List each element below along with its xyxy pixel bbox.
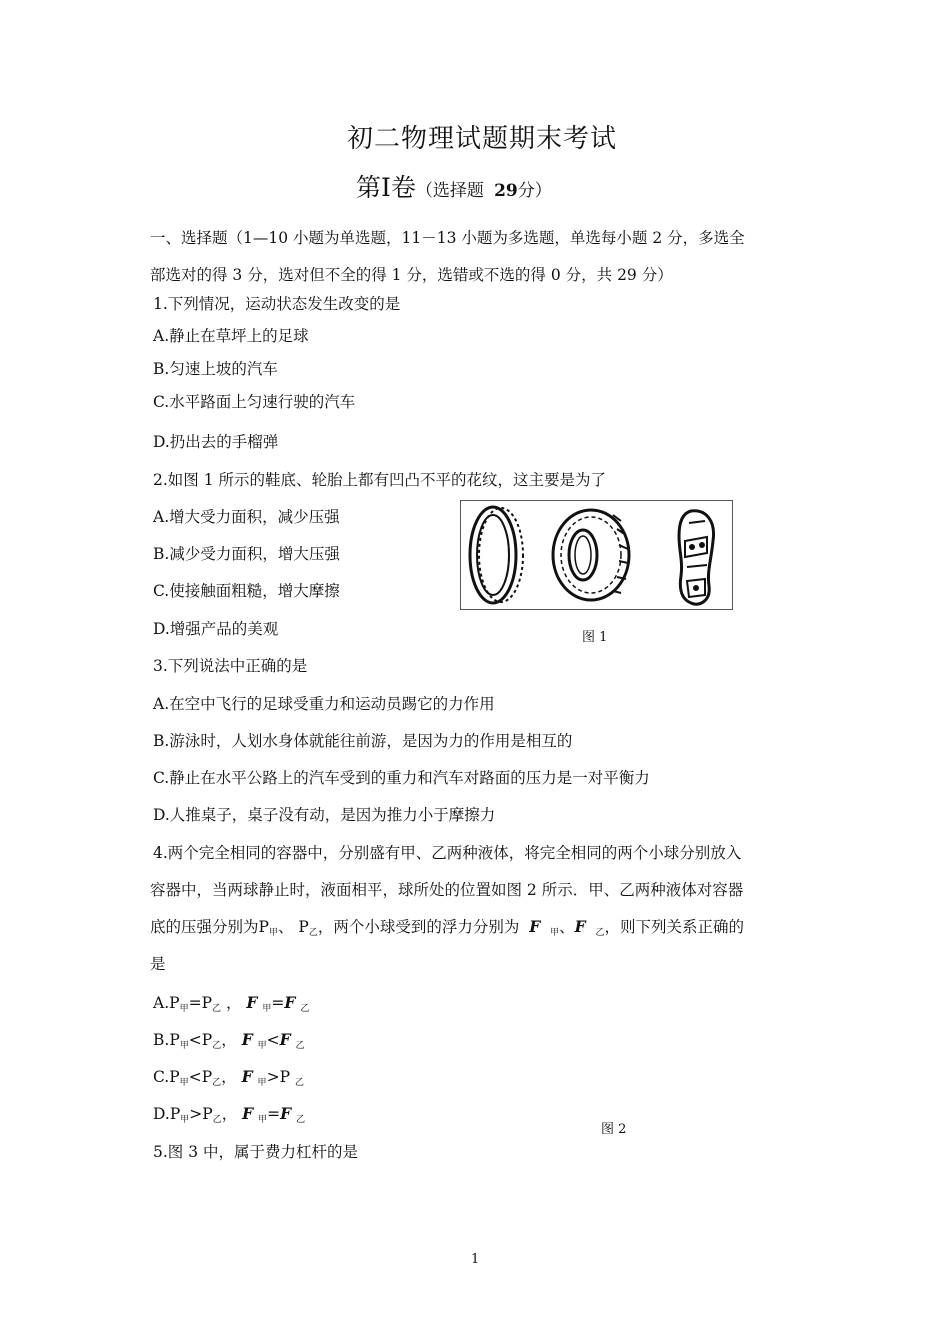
subscript-jia: 甲 <box>550 928 560 938</box>
q4-line-1: 4.两个完全相同的容器中，分别盛有甲、乙两种液体，将完全相同的两个小球分别放入 <box>153 844 742 862</box>
q3-option-d: D.人推桌子，桌子没有动，是因为推力小于摩擦力 <box>153 806 496 824</box>
q2-stem: 2.如图 1 所示的鞋底、轮胎上都有凹凸不平的花纹，这主要是为了 <box>153 471 607 489</box>
pressure-symbol: P <box>298 918 309 936</box>
shoe-sole-icon <box>679 511 714 604</box>
q1-option-d: D.扔出去的手榴弹 <box>153 433 279 451</box>
q4-option-d: D.P甲>P乙， F 甲=F 乙 <box>153 1104 306 1125</box>
q4-line-3-c: ，则下列关系正确的 <box>604 918 745 936</box>
q4-line-3 <box>150 915 744 938</box>
buoyancy-symbol: F <box>529 917 541 936</box>
section-main: 第Ⅰ卷 <box>356 173 416 202</box>
q4-line-3-a: 底的压强分别为 <box>150 918 259 936</box>
q4-option-b: B.P甲<P乙， F 甲<F 乙 <box>153 1030 305 1051</box>
separator: 、 <box>277 918 294 936</box>
q3-stem: 3.下列说法中正确的是 <box>153 657 308 675</box>
q1-option-c: C.水平路面上匀速行驶的汽车 <box>153 393 356 411</box>
q3-option-c: C.静止在水平公路上的汽车受到的重力和汽车对路面的压力是一对平衡力 <box>153 769 650 787</box>
q1-option-b: B.匀速上坡的汽车 <box>153 360 278 378</box>
section-paren-close: 分） <box>517 181 552 201</box>
car-tire-icon <box>553 510 629 600</box>
subscript-jia: 甲 <box>268 928 278 938</box>
page-number: 1 <box>471 1252 480 1267</box>
q4-option-a: A.P甲=P乙 ， F 甲=F 乙 <box>153 993 310 1014</box>
q4-line-2: 容器中，当两球静止时，液面相平，球所处的位置如图 2 所示．甲、乙两种液体对容器 <box>150 881 744 899</box>
subscript-yi: 乙 <box>308 928 318 938</box>
figure-1-tread-image <box>460 500 733 610</box>
figure-1-caption: 图 1 <box>582 630 608 645</box>
pressure-symbol: P <box>258 918 269 936</box>
q5-stem: 5.图 3 中，属于费力杠杆的是 <box>153 1143 359 1161</box>
section-paren-open: （选择题 <box>415 181 484 201</box>
instructions-line-1: 一、选择题（1—10 小题为单选题，11－13 小题为多选题，单选每小题 2 分，多选全 <box>150 229 745 247</box>
q2-option-d: D.增强产品的美观 <box>153 620 279 638</box>
q3-option-b: B.游泳时，人划水身体就能往前游，是因为力的作用是相互的 <box>153 732 573 750</box>
q1-option-a: A.静止在草坪上的足球 <box>153 327 309 345</box>
separator: 、 <box>559 918 575 936</box>
tread-illustration <box>461 501 732 609</box>
q4-line-3-b: ，两个小球受到的浮力分别为 <box>317 918 520 936</box>
q2-option-b: B.减少受力面积，增大压强 <box>153 545 340 563</box>
subscript-yi: 乙 <box>595 928 605 938</box>
section-heading <box>356 168 552 204</box>
figure-2-caption: 图 2 <box>601 1122 627 1137</box>
thin-tire-icon <box>470 507 523 603</box>
document-title: 初二物理试题期末考试 <box>347 124 618 154</box>
q2-option-a: A.增大受力面积，减少压强 <box>153 508 340 526</box>
instructions-line-2: 部选对的得 3 分，选对但不全的得 1 分，选错或不选的得 0 分，共 29 分） <box>150 266 673 284</box>
q4-option-c: C.P甲<P乙， F 甲>P 乙 <box>153 1067 304 1088</box>
q3-option-a: A.在空中飞行的足球受重力和运动员踢它的力作用 <box>153 695 495 713</box>
q1-stem: 1.下列情况，运动状态发生改变的是 <box>153 295 401 313</box>
q2-option-c: C.使接触面粗糙，增大摩擦 <box>153 582 340 600</box>
q4-line-4: 是 <box>150 955 166 973</box>
buoyancy-symbol: F <box>574 917 586 936</box>
section-score: 29 <box>494 181 518 201</box>
